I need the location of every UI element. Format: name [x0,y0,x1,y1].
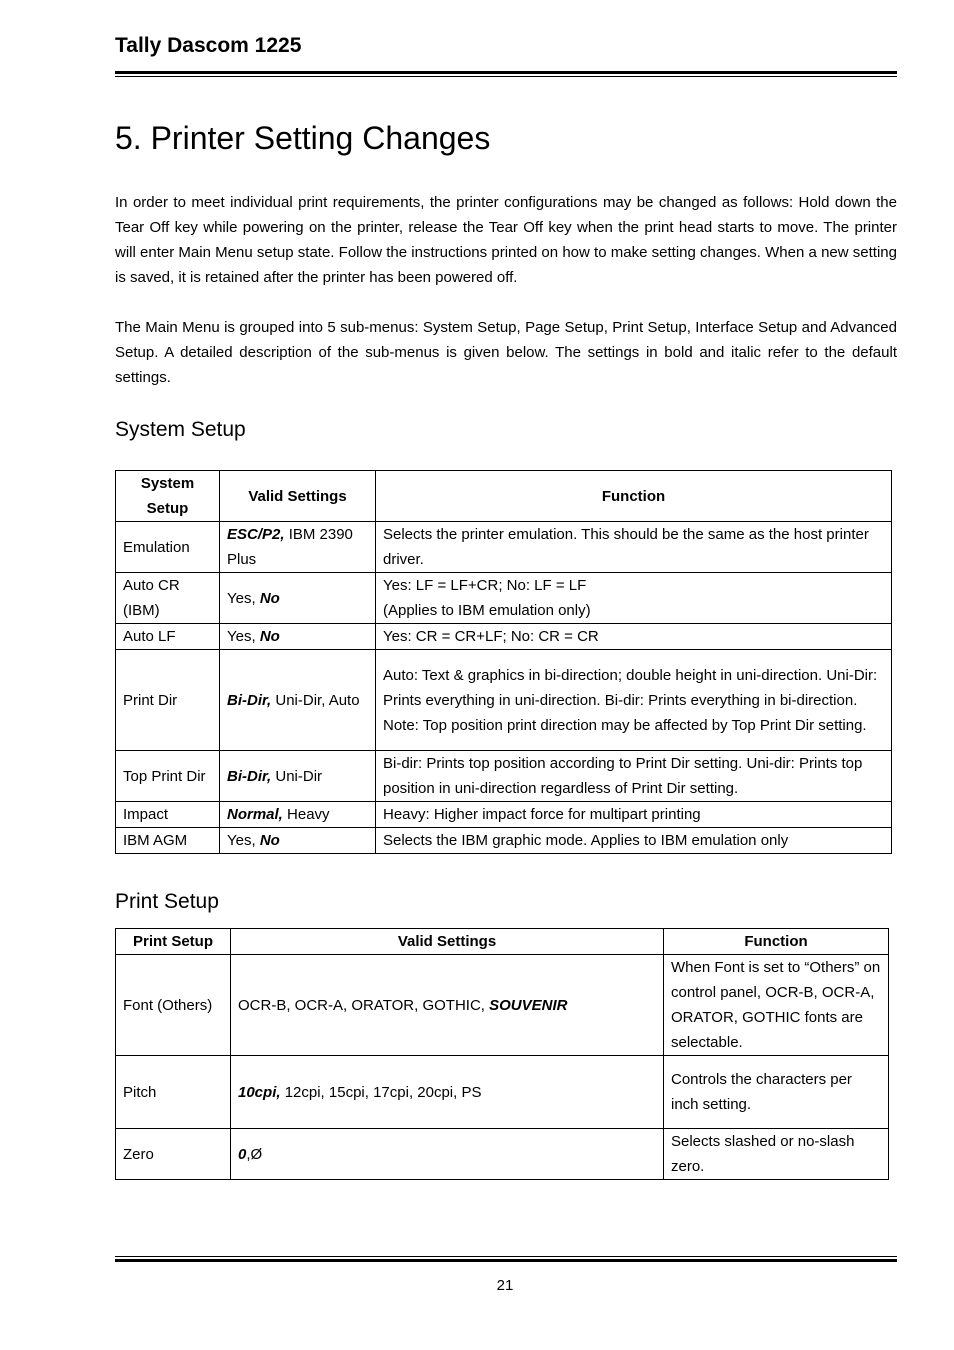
default-setting: No [259,628,280,645]
other-settings: OCR-B, OCR-A, ORATOR, GOTHIC, [238,996,490,1014]
column-header: Valid Settings [231,929,664,955]
default-setting: Normal, [227,806,283,823]
table-row [116,802,892,828]
setup-cell: IBM AGM [116,828,220,854]
setup-cell: Impact [116,802,220,828]
function-cell: Bi-dir: Prints top position according to Print Dir setting. Uni-dir: Prints top position in uni-direction regardless of Print Dir setting. [376,751,892,802]
footer-rule-thick [115,1259,897,1262]
default-setting: 10cpi, [238,1083,281,1101]
table-header-row [116,471,892,522]
table-header-row [116,929,889,955]
header-title: Tally Dascom 1225 [115,34,302,57]
function-cell: Yes: CR = CR+LF; No: CR = CR [376,624,892,650]
settings-cell [220,650,376,751]
function-cell: When Font is set to “Others” on control panel, OCR-B, OCR-A, ORATOR, GOTHIC fonts are selectable. [664,955,889,1056]
page-number: 21 [496,1277,514,1294]
column-header: Print Setup [116,929,231,955]
other-settings: IBM 2390 Plus [227,526,353,568]
column-header: Function [376,471,892,522]
settings-cell [231,1129,664,1180]
table-row [116,624,892,650]
other-settings: Yes, [227,628,260,645]
default-setting: ESC/P2, [227,526,285,543]
settings-cell [220,573,376,624]
print-setup-table [115,928,889,1180]
setup-cell: Pitch [116,1056,231,1129]
setup-cell: Zero [116,1129,231,1180]
setup-cell: Auto CR (IBM) [116,573,220,624]
setup-cell: Font (Others) [116,955,231,1056]
default-setting: Bi-Dir, [227,767,272,785]
settings-cell [231,1056,664,1129]
other-settings: Heavy [282,806,330,823]
table-row [116,828,892,854]
setup-cell: Auto LF [116,624,220,650]
other-settings: Uni-Dir, Auto [271,691,360,709]
settings-cell [220,624,376,650]
print-setup-heading: Print Setup [115,890,219,913]
system-setup-heading: System Setup [115,418,246,441]
table-row [116,1129,889,1180]
intro-paragraph: In order to meet individual print requirements, the printer configurations may be changed as follows: Hold down the Tear Off key while powering on the printer, release the Tear Off key when the print head starts to move. The printer will enter Main Menu setup state. Follow the instructions printed on how to make setting changes. When a new setting is saved, it is retained after the printer has been powered off. [115,194,897,286]
default-setting: No [259,832,280,849]
submenu-paragraph: The Main Menu is grouped into 5 sub-menus: System Setup, Page Setup, Print Setup, Interface Setup and Advanced Setup. A detailed description of the sub-menus is given below. The settings in bold and italic refer to the default settings. [115,319,897,386]
settings-cell [220,828,376,854]
function-line: (Applies to IBM emulation only) [383,602,591,619]
column-header: Valid Settings [220,471,376,522]
function-cell: Selects the printer emulation. This should be the same as the host printer driver. [376,522,892,573]
function-cell: Heavy: Higher impact force for multipart printing [376,802,892,828]
settings-cell [220,751,376,802]
footer-rule-thin [115,1256,897,1257]
setup-cell: Print Dir [116,650,220,751]
table-row [116,573,892,624]
function-line: Yes: LF = LF+CR; No: LF = LF [383,577,587,594]
table-row [116,751,892,802]
other-settings: Yes, [227,832,260,849]
table-row [116,955,889,1056]
settings-cell [220,522,376,573]
header-rule-thin [115,76,897,77]
function-cell [376,573,892,624]
other-settings: Yes, [227,589,260,607]
default-setting: 0 [238,1145,247,1163]
header-rule-thick [115,71,897,74]
default-setting: Bi-Dir, [227,691,272,709]
table-row [116,650,892,751]
function-cell: Controls the characters per inch setting. [664,1056,889,1129]
column-header: Function [664,929,889,955]
other-settings: 12cpi, 15cpi, 17cpi, 20cpi, PS [280,1083,482,1101]
other-settings: Uni-Dir [271,767,323,785]
default-setting: SOUVENIR [489,996,568,1014]
setup-cell: Top Print Dir [116,751,220,802]
default-setting: No [259,589,280,607]
settings-cell [220,802,376,828]
page-title: 5. Printer Setting Changes [115,120,491,156]
function-cell: Selects the IBM graphic mode. Applies to IBM emulation only [376,828,892,854]
setup-cell: Emulation [116,522,220,573]
function-cell: Auto: Text & graphics in bi-direction; double height in uni-direction. Uni-Dir: Prints everything in uni-direction. Bi-dir: Prints everything in bi-direction. Note: Top position print direction may be affected by Top Print Dir setting. [376,650,892,751]
other-settings: ,Ø [246,1145,263,1163]
settings-cell [231,955,664,1056]
table-row [116,522,892,573]
function-cell: Selects slashed or no-slash zero. [664,1129,889,1180]
column-header: System Setup [116,471,220,522]
table-row [116,1056,889,1129]
system-setup-table [115,470,892,854]
